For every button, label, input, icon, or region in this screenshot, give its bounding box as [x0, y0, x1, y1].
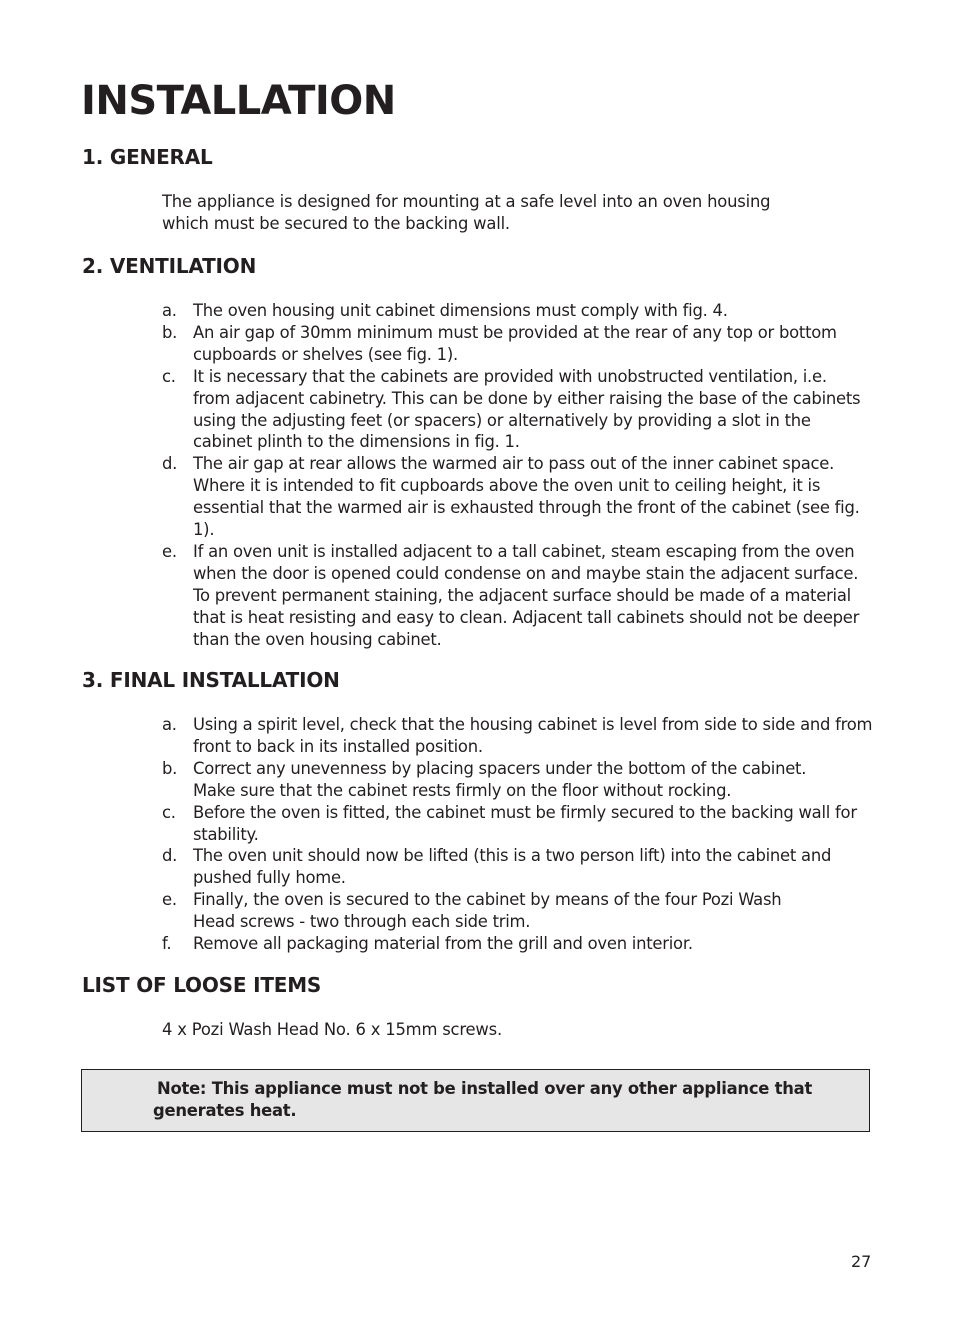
list-marker: e. [162, 541, 177, 561]
section-heading-general: 1. GENERAL [82, 145, 213, 169]
section-heading-final-installation: 3. FINAL INSTALLATION [82, 668, 340, 692]
list-item [162, 714, 874, 758]
page-number: 27 [851, 1252, 872, 1271]
ventilation-list [162, 300, 868, 651]
list-marker: a. [162, 715, 177, 734]
list-marker: b. [162, 322, 178, 342]
list-item [162, 453, 868, 541]
list-item-text: Remove all packaging material from the grill and oven interior. [193, 934, 693, 954]
list-item-text: Before the oven is fitted, the cabinet must be firmly secured to the backing wall for stability. [193, 802, 857, 844]
list-item-text: The oven unit should now be lifted (this is a two person lift) into the cabinet and pushed fully home. [193, 846, 832, 888]
general-line-2: which must be secured to the backing wall. [162, 214, 510, 233]
list-item [162, 541, 868, 651]
list-item-text: It is necessary that the cabinets are provided with unobstructed ventilation, i.e. from adjacent cabinetry. This can be done by either raising the base of the cabinets using the adjusting feet (or spacers) or alternatively by providing a slot in the cabinet plinth to the dimensions in fig. 1. [193, 366, 861, 452]
page-title: INSTALLATION [81, 78, 396, 124]
list-item-line: Head screws - two through each side trim. [193, 912, 531, 932]
list-item-line: Finally, the oven is secured to the cabinet by means of the four Pozi Wash [193, 890, 782, 910]
note-text [153, 1078, 837, 1122]
section-heading-loose-items: LIST OF LOOSE ITEMS [82, 973, 322, 997]
note-line-2: generates heat. [153, 1101, 297, 1120]
note-box [81, 1069, 870, 1132]
list-marker: c. [162, 366, 176, 386]
list-marker: e. [162, 890, 177, 910]
general-paragraph [162, 191, 862, 235]
list-marker: c. [162, 802, 176, 822]
list-item-text: Using a spirit level, check that the housing cabinet is level from side to side and from front to back in its installed position. [193, 715, 873, 756]
list-item-line: Make sure that the cabinet rests firmly on the floor without rocking. [193, 780, 732, 800]
list-marker: b. [162, 758, 178, 778]
list-item-text: If an oven unit is installed adjacent to a tall cabinet, steam escaping from the oven when the door is opened could condense on and maybe stain the adjacent surface. To prevent permanent staining, the adjacent surface should be made of a material that is heat resisting and easy to clean. Adjacent tall cabinets should not be deeper than the oven housing cabinet. [193, 541, 860, 649]
list-item [162, 802, 874, 846]
list-item [162, 758, 874, 802]
list-item-line: Correct any unevenness by placing spacers under the bottom of the cabinet. [193, 758, 807, 778]
list-item [162, 933, 874, 955]
list-item [162, 322, 868, 366]
list-item [162, 845, 874, 889]
list-item-text: The air gap at rear allows the warmed air to pass out of the inner cabinet space. Where it is intended to fit cupboards above the oven unit to ceiling height, it is essential that the warmed air is exhausted through the front of the cabinet (see fig. 1). [193, 454, 860, 540]
section-heading-ventilation: 2. VENTILATION [82, 254, 257, 278]
list-item-text: An air gap of 30mm minimum must be provided at the rear of any top or bottom cupboards or shelves (see fig. 1). [193, 322, 837, 364]
list-marker: d. [162, 454, 178, 474]
list-item-text [193, 758, 874, 802]
list-item-text: The oven housing unit cabinet dimensions must comply with fig. 4. [193, 301, 728, 320]
list-item [162, 889, 874, 933]
list-marker: d. [162, 846, 178, 866]
list-item-text [193, 889, 874, 933]
list-marker: f. [162, 934, 172, 954]
loose-items-text: 4 x Pozi Wash Head No. 6 x 15mm screws. [162, 1020, 502, 1039]
note-line-1: Note: This appliance must not be installed over any other appliance that [157, 1079, 813, 1098]
list-item [162, 366, 868, 454]
final-installation-list [162, 714, 874, 955]
list-marker: a. [162, 301, 177, 320]
list-item [162, 300, 868, 322]
general-line-1: The appliance is designed for mounting at a safe level into an oven housing [162, 192, 771, 211]
